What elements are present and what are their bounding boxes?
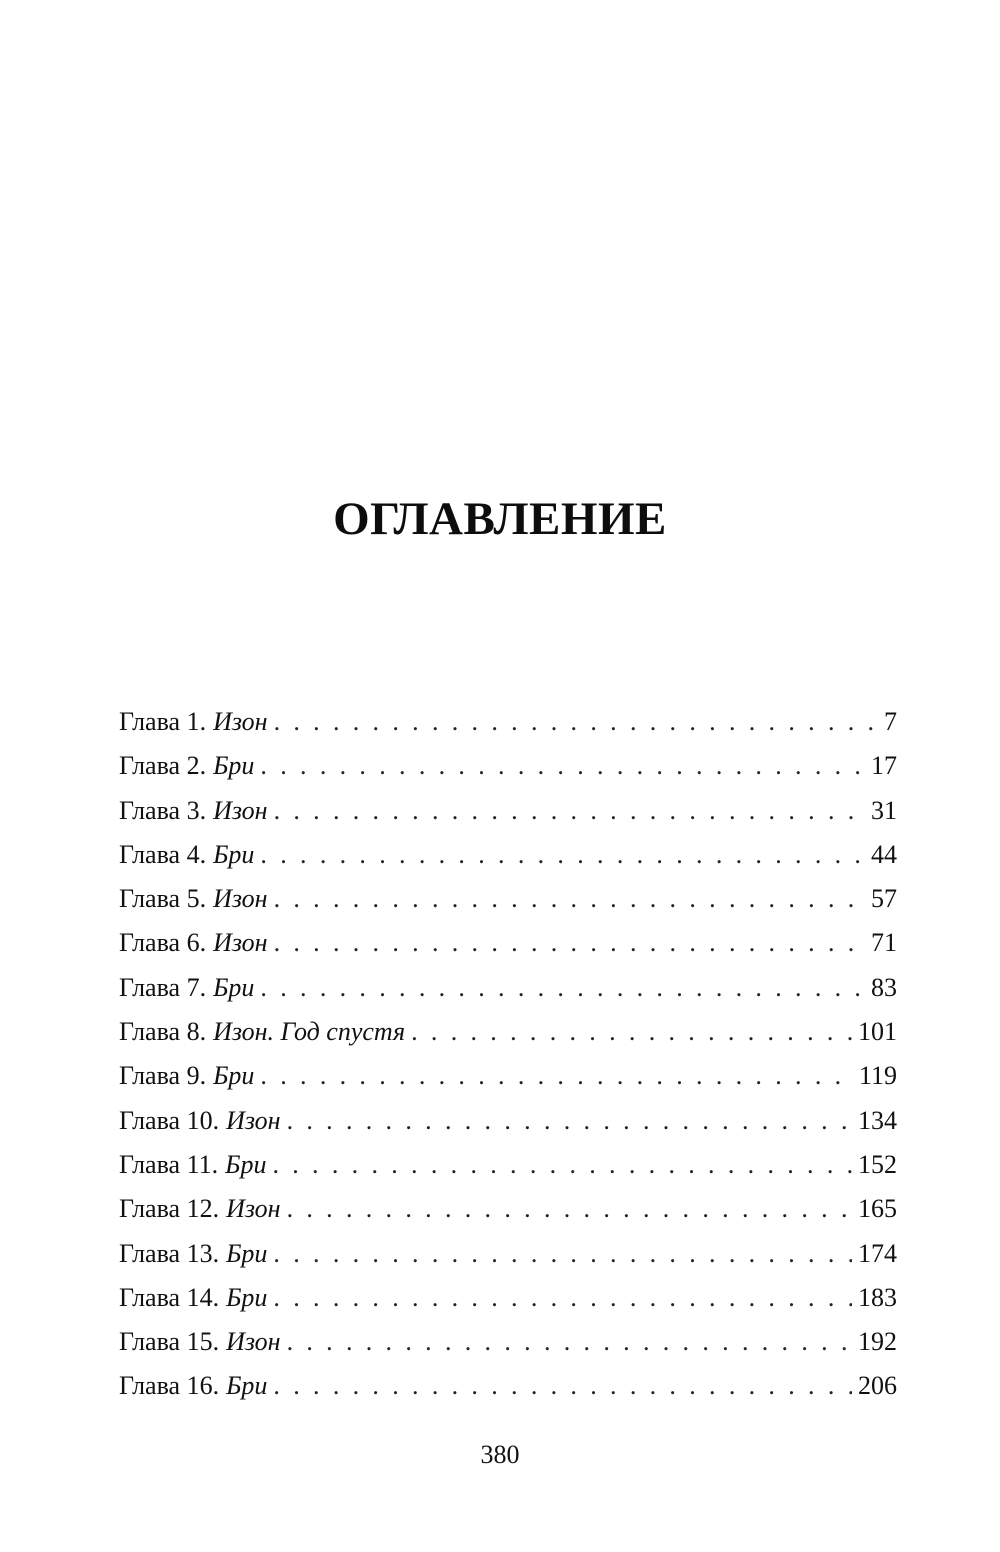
- toc-entry: [119, 1187, 897, 1231]
- toc-entry: [119, 1320, 897, 1364]
- chapter-number: Глава 6.: [119, 928, 207, 958]
- chapter-title: Изон: [213, 884, 268, 914]
- toc-entry: [119, 1010, 897, 1054]
- chapter-number: Глава 13.: [119, 1238, 220, 1268]
- chapter-page-number: 119: [858, 1061, 897, 1091]
- toc-entry: [119, 789, 897, 833]
- chapter-page-number: 83: [871, 972, 897, 1002]
- chapter-number: Глава 9.: [119, 1061, 207, 1091]
- chapter-title: Изон: [226, 1194, 281, 1224]
- dot-leader: [274, 921, 865, 965]
- dot-leader: [273, 1232, 852, 1276]
- chapter-title: Изон: [213, 795, 268, 825]
- toc-entry: [119, 921, 897, 965]
- chapter-number: Глава 15.: [119, 1327, 220, 1357]
- chapter-title: Бри: [226, 1282, 268, 1312]
- dot-leader: [260, 833, 865, 877]
- page-title: ОГЛАВЛЕНИЕ: [333, 493, 667, 545]
- dot-leader: [273, 1276, 852, 1320]
- chapter-page-number: 7: [884, 707, 897, 736]
- toc-entry: [119, 1232, 897, 1276]
- toc-entry: [119, 1276, 897, 1320]
- chapter-title: Изон: [226, 1105, 281, 1135]
- chapter-page-number: 71: [871, 928, 897, 958]
- dot-leader: [411, 1010, 852, 1054]
- chapter-number: Глава 8.: [119, 1017, 207, 1047]
- chapter-title: Изон: [226, 1327, 281, 1357]
- toc-entry: [119, 1099, 897, 1143]
- chapter-page-number: 152: [858, 1149, 897, 1179]
- dot-leader: [260, 1054, 853, 1098]
- page-number: 380: [480, 1440, 520, 1469]
- dot-leader: [287, 1320, 852, 1364]
- chapter-number: Глава 10.: [119, 1105, 220, 1135]
- chapter-title: Бри: [225, 1149, 267, 1179]
- chapter-title: Бри: [213, 839, 255, 869]
- chapter-number: Глава 7.: [119, 972, 207, 1002]
- chapter-page-number: 57: [871, 884, 897, 914]
- chapter-number: Глава 11.: [119, 1149, 219, 1179]
- toc-entry: [119, 1364, 897, 1408]
- dot-leader: [287, 1099, 852, 1143]
- dot-leader: [260, 744, 865, 788]
- chapter-page-number: 165: [858, 1194, 897, 1224]
- chapter-page-number: 17: [871, 751, 897, 781]
- toc-entry: [119, 833, 897, 877]
- chapter-page-number: 183: [858, 1282, 897, 1312]
- toc-entry: [119, 966, 897, 1010]
- chapter-title: Бри: [213, 972, 255, 1002]
- chapter-page-number: 206: [858, 1371, 897, 1401]
- chapter-title: Бри: [213, 1061, 255, 1091]
- chapter-title: Изон: [213, 928, 268, 958]
- toc-entry: [119, 1143, 897, 1187]
- dot-leader: [260, 966, 865, 1010]
- dot-leader: [272, 1143, 852, 1187]
- dot-leader: [274, 877, 865, 921]
- chapter-page-number: 134: [858, 1105, 897, 1135]
- chapter-number: Глава 1.: [119, 707, 207, 736]
- chapter-title: Бри: [226, 1371, 268, 1401]
- chapter-number: Глава 16.: [119, 1371, 220, 1401]
- toc-entry: [119, 744, 897, 788]
- chapter-page-number: 31: [871, 795, 897, 825]
- chapter-title: Изон: [213, 707, 268, 736]
- chapter-number: Глава 12.: [119, 1194, 220, 1224]
- chapter-number: Глава 5.: [119, 884, 207, 914]
- chapter-page-number: 174: [858, 1238, 897, 1268]
- chapter-number: Глава 2.: [119, 751, 207, 781]
- toc-entry: [119, 700, 897, 744]
- dot-leader: [274, 700, 878, 744]
- chapter-title: Изон. Год спустя: [213, 1017, 406, 1047]
- table-of-contents: [119, 700, 897, 1409]
- dot-leader: [274, 789, 865, 833]
- toc-entry: [119, 877, 897, 921]
- chapter-page-number: 192: [858, 1327, 897, 1357]
- dot-leader: [273, 1364, 852, 1408]
- chapter-page-number: 101: [858, 1017, 897, 1047]
- chapter-page-number: 44: [871, 839, 897, 869]
- toc-entry: [119, 1054, 897, 1098]
- chapter-number: Глава 14.: [119, 1282, 220, 1312]
- chapter-title: Бри: [213, 751, 255, 781]
- chapter-number: Глава 4.: [119, 839, 207, 869]
- chapter-title: Бри: [226, 1238, 268, 1268]
- dot-leader: [287, 1187, 852, 1231]
- chapter-number: Глава 3.: [119, 795, 207, 825]
